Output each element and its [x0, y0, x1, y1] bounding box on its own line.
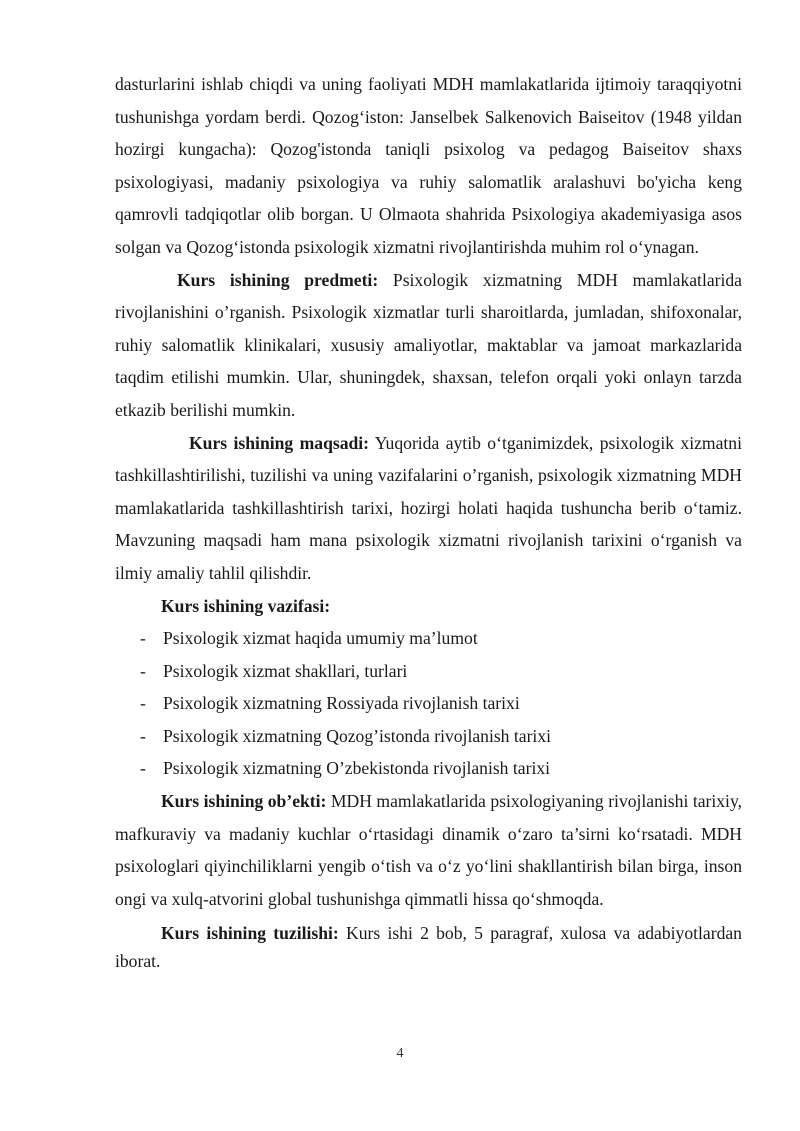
- list-dash: -: [140, 693, 146, 714]
- list-item-text: Psixologik xizmatning Qozog’istonda rivojlanish tarixi: [163, 725, 551, 746]
- list-item-text: Psixologik xizmatning O’zbekistonda rivojlanish tarixi: [163, 758, 551, 779]
- list-dash: -: [140, 660, 146, 681]
- list-item-text: Psixologik xizmat shakllari, turlari: [163, 660, 408, 681]
- object-text: MDH mamlakatlarida psixologiyaning rivojlanishi tarixiy, mafkuraviy va madaniy kuchlar o‘rtasidagi dinamik o‘zaro ta’sirni ko‘rsatadi. MDH psixologlari qiyinchiliklarni yengib o‘tish va o‘z yo‘lini shakllantirish bilan birga, inson ongi va xulq-atvorini global tushunishga qimmatli hissa qo‘shmoqda.: [115, 791, 743, 909]
- list-dash: -: [140, 758, 146, 779]
- goal-text: Yuqorida aytib o‘tganimizdek, psixologik xizmatni tashkillashtirilishi, tuzilishi va uning vazifalarini o’rganish, psixologik xizmatning MDH mamlakatlarida tashkillashtirish tarixi, hozirgi holati haqida tushuncha berib o‘tamiz. Mavzuning maqsadi ham mana psixologik xizmatni rivojlanish tarixini o‘rganish va ilmiy amaliy tahlil qilishdir.: [115, 432, 742, 583]
- page-number: 4: [396, 1046, 404, 1061]
- list-item: [115, 720, 742, 753]
- paragraph-subject: [115, 264, 742, 427]
- structure-label: Kurs ishining tuzilishi:: [161, 923, 339, 944]
- subject-label: Kurs ishining predmeti:: [177, 269, 379, 290]
- paragraph-tasks-heading: [115, 590, 742, 623]
- goal-label: Kurs ishining maqsadi:: [189, 432, 370, 453]
- list-item-text: Psixologik xizmatning Rossiyada rivojlanish tarixi: [163, 693, 520, 714]
- paragraph-object: [115, 785, 742, 915]
- list-item: [115, 655, 742, 688]
- list-item-text: Psixologik xizmat haqida umumiy ma’lumot: [163, 628, 478, 649]
- list-item: [115, 687, 742, 720]
- paragraph-goal: [115, 427, 742, 590]
- paragraph-structure: [115, 919, 742, 975]
- list-dash: -: [140, 725, 146, 746]
- tasks-label: Kurs ishining vazifasi:: [161, 595, 331, 616]
- structure-text: Kurs ishi 2 bob, 5 paragraf, xulosa va adabiyotlardan iborat.: [115, 923, 742, 972]
- object-label: Kurs ishining ob’ekti:: [161, 791, 327, 812]
- subject-text: Psixologik xizmatning MDH mamlakatlarida rivojlanishini o’rganish. Psixologik xizmatlar turli sharoitlarda, jumladan, shifoxonalar, ruhiy salomatlik klinikalari, xususiy amaliyotlar, maktablar va jamoat markazlarida taqdim etilishi mumkin. Ular, shuningdek, shaxsan, telefon orqali yoki onlayn tarzda etkazib berilishi mumkin.: [115, 269, 742, 420]
- list-item: [115, 622, 742, 655]
- tasks-list: [115, 622, 742, 785]
- document-page: [115, 68, 742, 975]
- paragraph-intro: dasturlarini ishlab chiqdi va uning faoliyati MDH mamlakatlarida ijtimoiy taraqqiyotni tushunishga yordam berdi. Qozog‘iston: Janselbek Salkenovich Baiseitov (1948 yildan hozirgi kungacha): Qozog'istonda taniqli psixolog va pedagog Baiseitov shaxs psixologiyasi, madaniy psixologiya va ruhiy salomatlik aralashuvi bo'yicha keng qamrovli tadqiqotlar olib borgan. U Olmaota shahrida Psixologiya akademiyasiga asos solgan va Qozog‘istonda psixologik xizmatni rivojlantirishda muhim rol o‘ynagan.: [115, 74, 742, 257]
- list-dash: -: [140, 628, 146, 649]
- list-item: [115, 752, 742, 785]
